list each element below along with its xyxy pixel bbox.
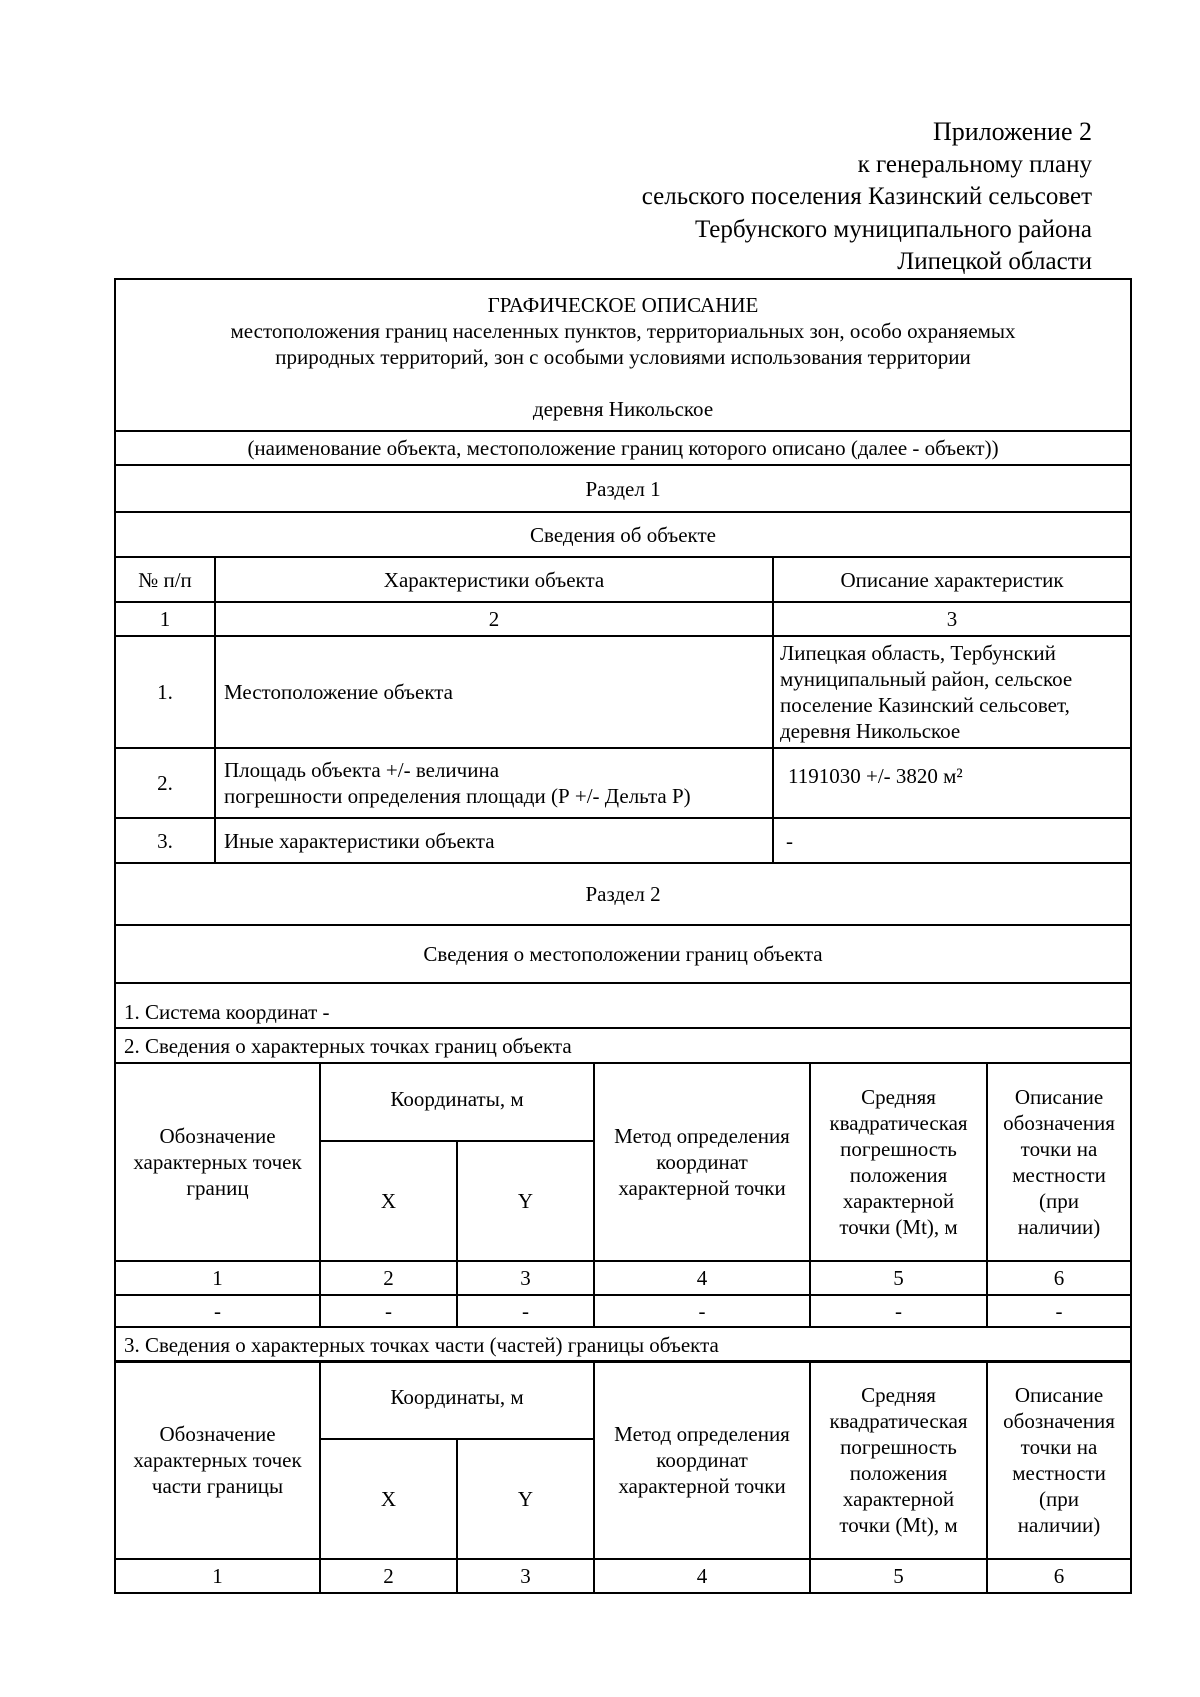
header-line: погрешность	[840, 1137, 957, 1161]
header-line: Описание	[1014, 1383, 1104, 1407]
header-line: Средняя	[861, 1085, 936, 1109]
graphic-description-table	[114, 278, 1132, 1064]
column-number: 3	[457, 1261, 594, 1295]
row-number: 1.	[115, 636, 215, 748]
header-line: точки (Mt), м	[839, 1513, 958, 1537]
coordinates-header: Координаты, м	[320, 1063, 594, 1141]
section1-subtitle: Сведения об объекте	[115, 512, 1131, 557]
empty-cell: -	[320, 1295, 457, 1327]
header-line: местности	[1012, 1461, 1106, 1485]
header-line: характерной	[842, 1487, 955, 1511]
header-line: Метод определения	[614, 1422, 790, 1446]
column-number: 3	[457, 1559, 594, 1593]
empty-cell: -	[810, 1295, 987, 1327]
characteristic-line: Площадь объекта +/- величина	[224, 758, 500, 782]
header-line: наличии)	[1017, 1215, 1101, 1239]
error-header	[810, 1361, 987, 1559]
document-header-cell	[115, 279, 1131, 431]
section2-title: Раздел 2	[115, 863, 1131, 925]
document-subtitle-line: природных территорий, зон с особыми условиями использования территории	[275, 345, 971, 369]
column-number: 3	[773, 602, 1131, 636]
header-line: характерной точки	[618, 1474, 786, 1498]
column-number: 4	[594, 1559, 810, 1593]
designation-header	[115, 1063, 320, 1261]
characteristic-line: Местоположение объекта	[224, 680, 454, 704]
column-number: 6	[987, 1261, 1131, 1295]
appendix-line: Липецкой области	[897, 248, 1092, 275]
column-number: 2	[320, 1261, 457, 1295]
header-line: точки на	[1020, 1435, 1098, 1459]
coordinates-header: Координаты, м	[320, 1361, 594, 1439]
header-line: квадратическая	[829, 1111, 968, 1135]
x-header: X	[320, 1141, 457, 1261]
header-line: Обозначение	[159, 1422, 276, 1446]
header-line: Метод определения	[614, 1124, 790, 1148]
error-header	[810, 1063, 987, 1261]
description-line: деревня Никольское	[780, 719, 961, 743]
column-header: Описание характеристик	[773, 557, 1131, 602]
parts-section-title: 3. Сведения о характерных точках части (частей) границы объекта	[115, 1327, 1131, 1362]
header-line: погрешность	[840, 1435, 957, 1459]
header-line: характерной точки	[618, 1176, 786, 1200]
header-line: характерной	[842, 1189, 955, 1213]
header-line: точки (Mt), м	[839, 1215, 958, 1239]
x-header: X	[320, 1439, 457, 1559]
header-line: положения	[849, 1461, 948, 1485]
appendix-line: Тербунского муниципального района	[694, 215, 1092, 243]
y-header: Y	[457, 1439, 594, 1559]
header-line: Описание	[1014, 1085, 1104, 1109]
document-subtitle-line: местоположения границ населенных пунктов, территориальных зон, особо охраняемых	[230, 319, 1016, 343]
header-line: точки на	[1020, 1137, 1098, 1161]
column-number: 5	[810, 1261, 987, 1295]
appendix-line: сельского поселения Казинский сельсовет	[641, 183, 1092, 210]
method-header	[594, 1063, 810, 1261]
column-number: 4	[594, 1261, 810, 1295]
appendix-header	[392, 116, 1092, 279]
description-cell	[773, 636, 1131, 748]
boundary-points-table	[114, 1062, 1132, 1363]
characteristic-cell	[215, 636, 773, 748]
header-line: (при	[1039, 1189, 1079, 1213]
table-row	[115, 818, 1131, 863]
object-name: деревня Никольское	[532, 397, 714, 421]
column-number: 2	[320, 1559, 457, 1593]
header-line: части границы	[151, 1474, 284, 1498]
appendix-line: Приложение 2	[932, 117, 1092, 146]
section1-title: Раздел 1	[115, 465, 1131, 512]
column-number: 1	[115, 602, 215, 636]
empty-cell: -	[457, 1295, 594, 1327]
area-value: 1191030 +/- 3820 м²	[788, 764, 963, 788]
object-caption: (наименование объекта, местоположение границ которого описано (далее - объект))	[115, 431, 1131, 465]
description-line: Липецкая область, Тербунский	[780, 641, 1056, 665]
table-row	[115, 1295, 1131, 1327]
description-cell	[773, 818, 1131, 863]
description-line: муниципальный район, сельское	[780, 667, 1073, 691]
section2-subtitle: Сведения о местоположении границ объекта	[115, 925, 1131, 983]
header-line: обозначения	[1003, 1111, 1115, 1135]
point-description-header	[987, 1361, 1131, 1559]
characteristic-cell	[215, 818, 773, 863]
description-line: поселение Казинский сельсовет,	[780, 693, 1070, 717]
empty-cell: -	[594, 1295, 810, 1327]
row-number: 3.	[115, 818, 215, 863]
y-header: Y	[457, 1141, 594, 1261]
characteristic-line: Иные характеристики объекта	[224, 828, 495, 853]
column-number: 6	[987, 1559, 1131, 1593]
designation-header	[115, 1361, 320, 1559]
header-line: местности	[1012, 1163, 1106, 1187]
document-title: ГРАФИЧЕСКОЕ ОПИСАНИЕ	[487, 293, 759, 317]
point-description-header	[987, 1063, 1131, 1261]
column-header: Характеристики объекта	[215, 557, 773, 602]
points-section-title: 2. Сведения о характерных точках границ объекта	[115, 1028, 1131, 1063]
column-number: 1	[115, 1261, 320, 1295]
header-line: координат	[656, 1150, 748, 1174]
column-header: № п/п	[115, 557, 215, 602]
row-number: 2.	[115, 748, 215, 818]
part-points-table	[114, 1360, 1132, 1594]
header-line: (при	[1039, 1487, 1079, 1511]
empty-cell: -	[987, 1295, 1131, 1327]
header-line: Средняя	[861, 1383, 936, 1407]
column-number: 2	[215, 602, 773, 636]
header-line: характерных точек	[133, 1448, 302, 1472]
header-line: обозначения	[1003, 1409, 1115, 1433]
characteristic-line: погрешности определения площади (Р +/- Дельта Р)	[224, 784, 691, 808]
empty-cell: -	[115, 1295, 320, 1327]
description-cell	[773, 748, 1131, 818]
header-line: границ	[186, 1176, 249, 1200]
header-line: характерных точек	[133, 1150, 302, 1174]
characteristic-cell	[215, 748, 773, 818]
header-line: положения	[849, 1163, 948, 1187]
header-line: квадратическая	[829, 1409, 968, 1433]
coordinate-system: 1. Система координат -	[115, 983, 1131, 1028]
header-line: Обозначение	[159, 1124, 276, 1148]
appendix-line: к генеральному плану	[857, 150, 1092, 178]
column-number: 1	[115, 1559, 320, 1593]
method-header	[594, 1361, 810, 1559]
table-row	[115, 748, 1131, 818]
column-number: 5	[810, 1559, 987, 1593]
description-line: -	[786, 828, 793, 853]
header-line: наличии)	[1017, 1513, 1101, 1537]
table-row	[115, 636, 1131, 748]
header-line: координат	[656, 1448, 748, 1472]
